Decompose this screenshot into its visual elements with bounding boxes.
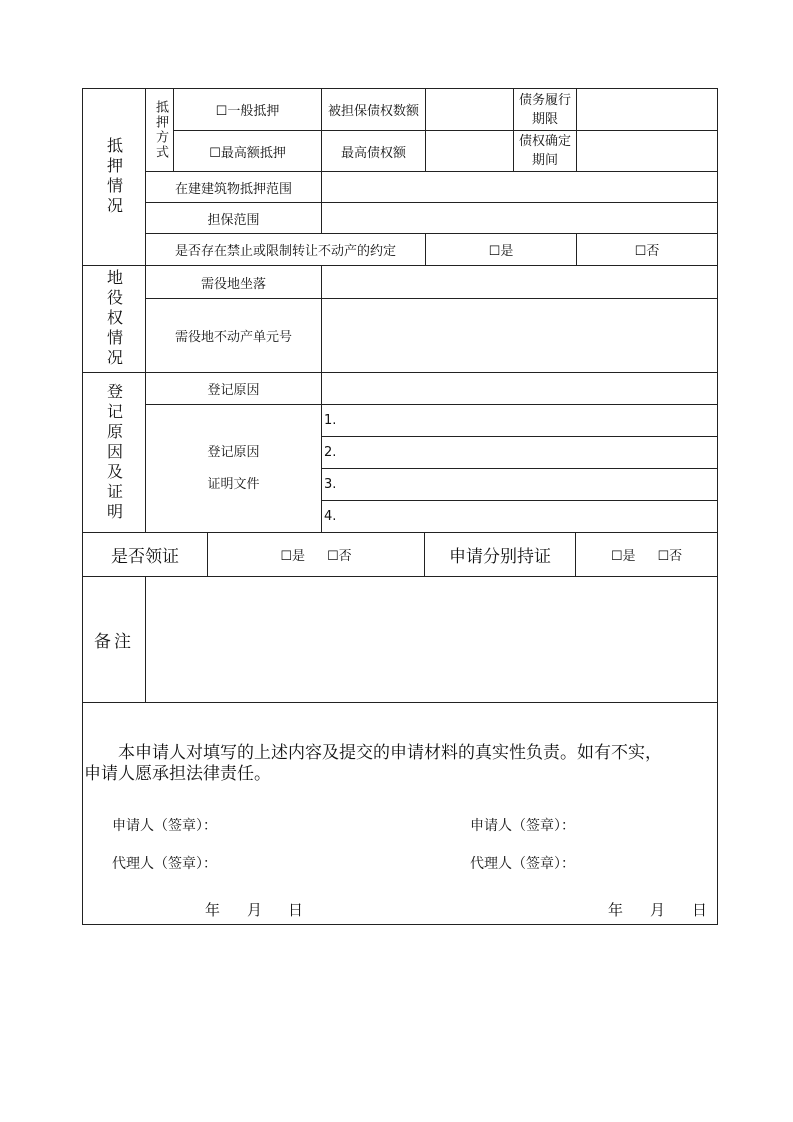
easement-section-label: 地役权情况 — [82, 265, 146, 373]
guarantee-scope-label: 担保范围 — [145, 202, 322, 234]
reason-docs-label-line2: 证明文件 — [207, 476, 260, 492]
date-year-left: 年 — [205, 901, 221, 919]
determination-period-field[interactable] — [576, 130, 718, 172]
max-amount-label: 最高债权额 — [321, 130, 426, 172]
reason-docs-label — [145, 404, 322, 533]
performance-term-label-line1: 债务履行 — [518, 92, 571, 108]
dominant-land-unit-no-label: 需役地不动产单元号 — [145, 298, 322, 373]
receive-certificate-options — [207, 532, 425, 577]
mortgage-method-label: 抵押方式 — [145, 88, 174, 172]
max-mortgage-checkbox[interactable]: ☐最高额抵押 — [173, 130, 322, 172]
determination-period-label — [513, 130, 577, 172]
receive-yes-checkbox[interactable]: ☐是 — [280, 549, 305, 564]
receive-no-checkbox[interactable]: ☐否 — [327, 549, 352, 564]
performance-term-label — [513, 88, 577, 131]
determination-period-label-line2: 期间 — [531, 153, 558, 168]
separate-certificate-options — [575, 532, 718, 577]
declaration-box — [82, 702, 718, 925]
construction-scope-label: 在建建筑物抵押范围 — [145, 171, 322, 203]
guarantee-scope-field[interactable] — [321, 202, 718, 234]
dominant-land-location-field[interactable] — [321, 265, 718, 299]
performance-term-field[interactable] — [576, 88, 718, 131]
reason-doc-field-1[interactable]: 1. — [321, 404, 718, 437]
separate-yes-checkbox[interactable]: ☐是 — [610, 549, 636, 564]
registration-reason-field[interactable] — [321, 372, 718, 405]
construction-scope-field[interactable] — [321, 171, 718, 203]
reason-doc-field-3[interactable]: 3. — [321, 468, 718, 501]
date-year-right: 年 — [608, 901, 624, 919]
restriction-yes-checkbox[interactable]: ☐是 — [425, 233, 577, 266]
registration-section-label: 登记原因及证明 — [82, 372, 146, 533]
date-day-left: 日 — [288, 901, 304, 919]
reason-docs-label-line1: 登记原因 — [207, 444, 260, 460]
separate-no-checkbox[interactable]: ☐否 — [657, 549, 683, 564]
date-day-right: 日 — [692, 901, 708, 919]
restriction-no-checkbox[interactable]: ☐否 — [576, 233, 718, 266]
agent-sign-left: 代理人（签章）： — [112, 856, 217, 872]
transfer-restriction-label: 是否存在禁止或限制转让不动产的约定 — [145, 233, 426, 266]
registration-reason-label: 登记原因 — [145, 372, 322, 405]
max-amount-field[interactable] — [425, 130, 514, 172]
date-month-right: 月 — [650, 901, 666, 919]
dominant-land-location-label: 需役地坐落 — [145, 265, 322, 299]
applicant-sign-left: 申请人（签章）： — [112, 818, 217, 834]
remarks-field[interactable] — [145, 576, 718, 703]
date-month-left: 月 — [247, 901, 263, 919]
secured-amount-field[interactable] — [425, 88, 514, 131]
reason-doc-field-2[interactable]: 2. — [321, 436, 718, 469]
agent-sign-right: 代理人（签章）： — [470, 856, 575, 872]
applicant-sign-right: 申请人（签章）： — [470, 818, 575, 834]
dominant-land-unit-no-field[interactable] — [321, 298, 718, 373]
mortgage-section-label: 抵押情况 — [82, 88, 146, 266]
secured-amount-label: 被担保债权数额 — [321, 88, 426, 131]
general-mortgage-checkbox[interactable]: ☐一般抵押 — [173, 88, 322, 131]
remarks-label: 备注 — [82, 576, 146, 703]
determination-period-label-line1: 债权确定 — [518, 134, 571, 149]
declaration-line2: 申请人愿承担法律责任。 — [84, 764, 271, 784]
receive-certificate-label: 是否领证 — [82, 532, 208, 577]
reason-doc-field-4[interactable]: 4. — [321, 500, 718, 533]
separate-certificate-label: 申请分别持证 — [424, 532, 576, 577]
performance-term-label-line2: 期限 — [531, 111, 558, 127]
declaration-line1: 本申请人对填写的上述内容及提交的申请材料的真实性负责。如有不实， — [118, 743, 662, 763]
